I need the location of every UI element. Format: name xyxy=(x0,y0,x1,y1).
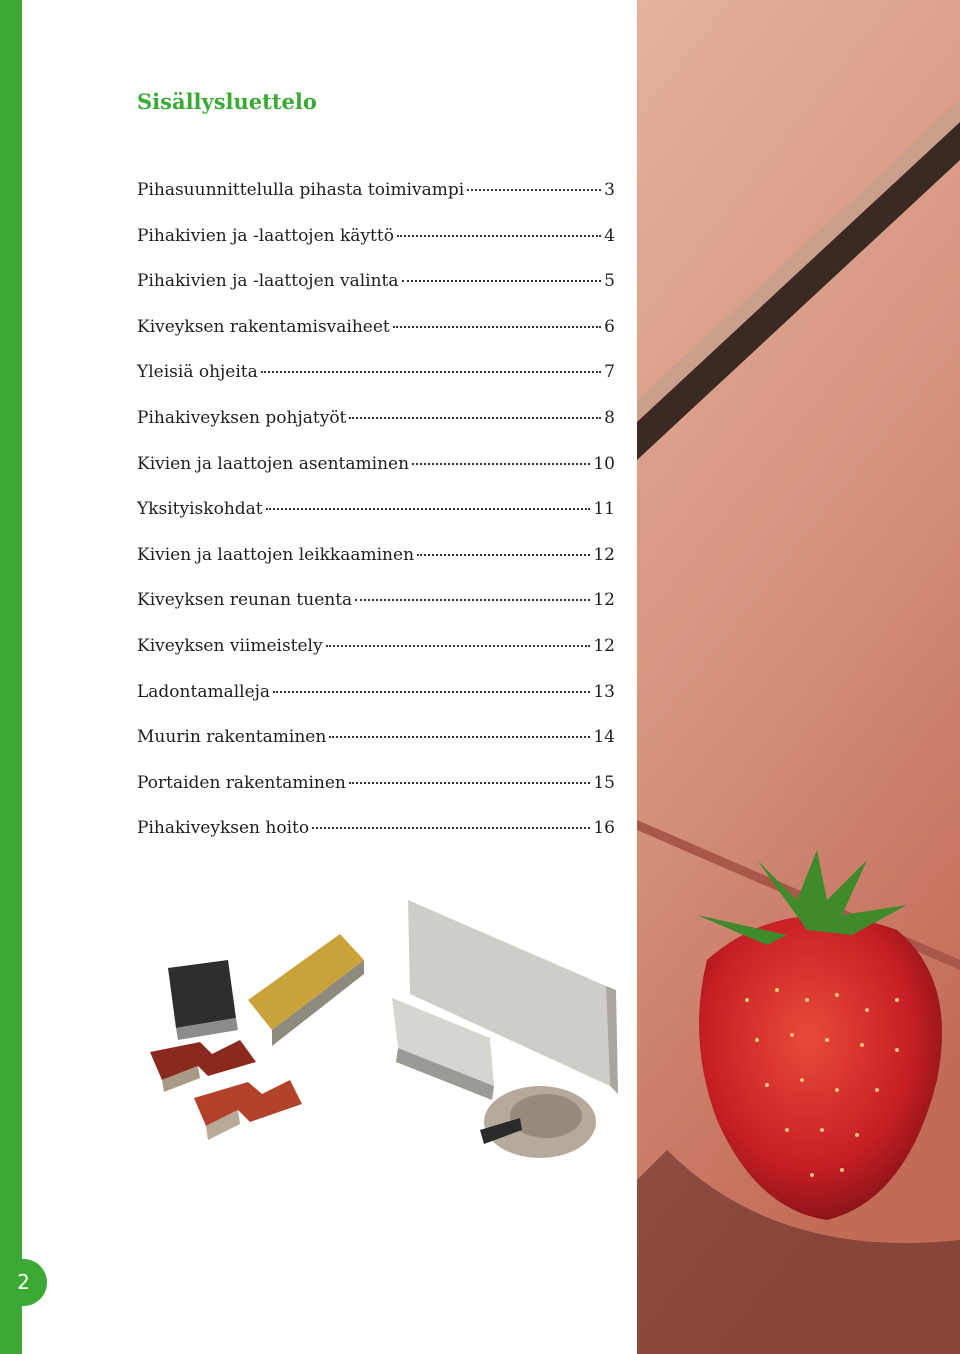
toc-entry-page: 12 xyxy=(593,544,615,565)
toc-entry-page: 16 xyxy=(593,818,615,839)
page-number: 2 xyxy=(0,1259,47,1306)
toc-entry-page: 12 xyxy=(593,635,615,656)
toc-entry-page: 8 xyxy=(604,407,615,428)
toc-entry-page: 6 xyxy=(604,316,615,337)
toc-entry[interactable] xyxy=(137,362,615,408)
toc-leader-dots xyxy=(266,508,591,510)
toc-entry-label: Pihasuunnittelulla pihasta toimivampi xyxy=(137,180,465,200)
toc-leader-dots xyxy=(417,554,590,556)
toc-leader-dots xyxy=(329,736,590,738)
red-interlocking-pavers xyxy=(150,1040,302,1140)
toc-entry-label: Pihakivien ja -laattojen käyttö xyxy=(137,225,394,246)
toc-entry-label: Yksityiskohdat xyxy=(137,499,263,520)
toc-entry-label: Ladontamalleja xyxy=(137,681,271,702)
toc-entry[interactable] xyxy=(137,545,615,591)
green-margin-bar xyxy=(0,0,22,1354)
toc-entry-page: 7 xyxy=(604,362,615,383)
toc-entry-label: Kiveyksen rakentamisvaiheet xyxy=(137,316,390,337)
drain-stone xyxy=(480,1086,596,1158)
toc-leader-dots xyxy=(312,827,590,829)
toc-entry-page: 15 xyxy=(593,772,615,793)
toc-entry[interactable] xyxy=(137,180,615,226)
yellow-paver xyxy=(248,934,364,1046)
toc-entry-page: 12 xyxy=(593,590,615,611)
toc-entry-label: Kivien ja laattojen leikkaaminen xyxy=(137,544,415,565)
paving-products-photo xyxy=(140,890,620,1190)
toc-entry[interactable] xyxy=(137,226,615,272)
toc-entry[interactable] xyxy=(137,317,615,363)
toc-entry-page: 3 xyxy=(604,180,615,200)
toc-entry-label: Portaiden rakentaminen xyxy=(137,772,346,793)
toc-entry-page: 5 xyxy=(604,271,615,292)
toc-entry-page: 14 xyxy=(593,727,615,748)
toc-leader-dots xyxy=(402,280,602,282)
table-of-contents xyxy=(137,180,615,864)
toc-entry-label: Pihakiveyksen hoito xyxy=(137,818,310,839)
toc-entry[interactable] xyxy=(137,636,615,682)
toc-leader-dots xyxy=(412,463,590,465)
dark-cobblestone xyxy=(168,960,238,1040)
toc-entry[interactable] xyxy=(137,727,615,773)
toc-entry-page: 10 xyxy=(593,453,615,474)
toc-entry-label: Kiveyksen reunan tuenta xyxy=(137,590,353,611)
toc-leader-dots xyxy=(326,645,591,647)
toc-entry-label: Kiveyksen viimeistely xyxy=(137,635,323,656)
toc-leader-dots xyxy=(467,189,601,191)
toc-leader-dots xyxy=(349,782,590,784)
toc-entry[interactable] xyxy=(137,408,615,454)
toc-leader-dots xyxy=(355,599,590,601)
toc-entry-label: Muurin rakentaminen xyxy=(137,727,327,748)
toc-entry-label: Kivien ja laattojen asentaminen xyxy=(137,453,410,474)
toc-entry-label: Pihakiveyksen pohjatyöt xyxy=(137,407,347,428)
toc-entry[interactable] xyxy=(137,818,615,864)
toc-entry-page: 4 xyxy=(604,225,615,246)
toc-entry[interactable] xyxy=(137,682,615,728)
toc-entry[interactable] xyxy=(137,271,615,317)
toc-entry[interactable] xyxy=(137,454,615,500)
page-title: Sisällysluettelo xyxy=(137,89,317,114)
toc-entry[interactable] xyxy=(137,499,615,545)
toc-entry-label: Yleisiä ohjeita xyxy=(137,362,258,383)
strawberry-paving-photo xyxy=(637,0,960,1354)
toc-entry-label: Pihakivien ja -laattojen valinta xyxy=(137,271,399,292)
toc-entry[interactable] xyxy=(137,590,615,636)
toc-leader-dots xyxy=(397,235,601,237)
toc-entry[interactable] xyxy=(137,773,615,819)
toc-leader-dots xyxy=(261,371,601,373)
toc-leader-dots xyxy=(393,326,601,328)
toc-leader-dots xyxy=(273,691,590,693)
toc-entry-page: 13 xyxy=(593,681,615,702)
toc-leader-dots xyxy=(349,417,601,419)
toc-entry-page: 11 xyxy=(593,499,615,520)
